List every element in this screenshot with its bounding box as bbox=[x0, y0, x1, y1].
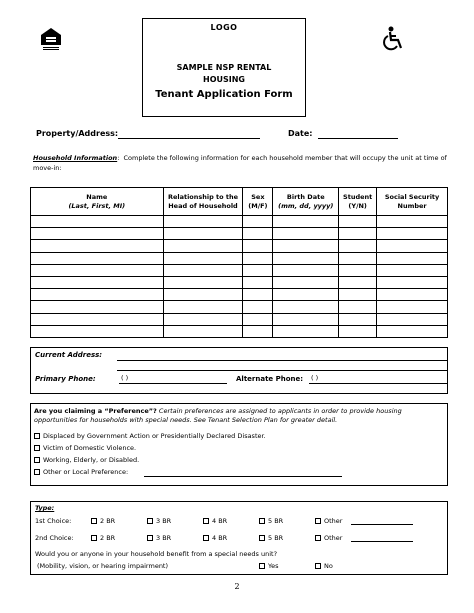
table-cell[interactable] bbox=[339, 325, 377, 337]
checkbox-icon[interactable] bbox=[91, 518, 97, 524]
col-ssn: Social Security Number bbox=[377, 188, 448, 216]
table-cell[interactable] bbox=[339, 228, 377, 240]
header-box bbox=[142, 18, 306, 117]
first-choice-5br[interactable]: 5 BR bbox=[259, 517, 283, 525]
table-cell[interactable] bbox=[273, 276, 339, 288]
table-row bbox=[31, 252, 448, 264]
special-needs-yes[interactable]: Yes bbox=[259, 562, 279, 570]
table-cell[interactable] bbox=[163, 264, 243, 276]
table-cell[interactable] bbox=[243, 325, 273, 337]
checkbox-icon[interactable] bbox=[315, 563, 321, 569]
table-cell[interactable] bbox=[339, 301, 377, 313]
first-choice-label: 1st Choice: bbox=[35, 517, 72, 525]
special-needs-question: Would you or anyone in your household benefit from a special needs unit? bbox=[35, 550, 278, 558]
second-choice-label: 2nd Choice: bbox=[35, 534, 74, 542]
special-needs-note: (Mobility, vision, or hearing impairment) bbox=[37, 562, 169, 570]
table-row bbox=[31, 216, 448, 228]
other-preference-field[interactable] bbox=[144, 476, 342, 477]
table-cell[interactable] bbox=[273, 301, 339, 313]
checkbox-icon[interactable] bbox=[91, 535, 97, 541]
table-row bbox=[31, 289, 448, 301]
table-row bbox=[31, 301, 448, 313]
first-choice-2br[interactable]: 2 BR bbox=[91, 517, 115, 525]
table-cell[interactable] bbox=[163, 252, 243, 264]
equal-housing-opportunity-icon bbox=[40, 27, 62, 51]
household-text: Complete the following information for each household member that will occupy the unit at time of bbox=[123, 154, 447, 162]
table-row bbox=[31, 240, 448, 252]
table-cell[interactable] bbox=[339, 264, 377, 276]
table-cell[interactable] bbox=[377, 276, 448, 288]
checkbox-icon[interactable] bbox=[34, 457, 40, 463]
checkbox-icon[interactable] bbox=[34, 445, 40, 451]
checkbox-icon[interactable] bbox=[203, 518, 209, 524]
table-cell[interactable] bbox=[31, 264, 164, 276]
first-choice-other-field[interactable] bbox=[351, 524, 413, 525]
type-label: Type: bbox=[35, 504, 55, 512]
second-choice-other-field[interactable] bbox=[351, 541, 413, 542]
table-row bbox=[31, 325, 448, 337]
preference-option-4[interactable]: Other or Local Preference: bbox=[34, 468, 128, 476]
table-cell[interactable] bbox=[31, 289, 164, 301]
table-cell[interactable] bbox=[273, 289, 339, 301]
table-cell[interactable] bbox=[339, 240, 377, 252]
checkbox-icon[interactable] bbox=[203, 535, 209, 541]
preference-note-2: opportunities for households with special needs. See Tenant Selection Plan for greater detail. bbox=[34, 416, 338, 424]
table-cell[interactable] bbox=[31, 325, 164, 337]
preference-option-1[interactable]: Displaced by Government Action or Presidentially Declared Disaster. bbox=[34, 432, 266, 440]
table-cell[interactable] bbox=[31, 216, 164, 228]
table-cell[interactable] bbox=[31, 301, 164, 313]
household-members-table bbox=[30, 187, 448, 338]
table-cell[interactable] bbox=[377, 313, 448, 325]
table-cell[interactable] bbox=[273, 240, 339, 252]
preference-note: Certain preferences are assigned to applicants in order to provide housing bbox=[158, 407, 402, 415]
preference-question-block bbox=[34, 407, 444, 425]
checkbox-icon[interactable] bbox=[34, 469, 40, 475]
table-cell[interactable] bbox=[273, 216, 339, 228]
date-field[interactable] bbox=[318, 138, 398, 139]
table-cell[interactable] bbox=[377, 228, 448, 240]
table-cell[interactable] bbox=[31, 240, 164, 252]
table-cell[interactable] bbox=[243, 276, 273, 288]
first-choice-4br[interactable]: 4 BR bbox=[203, 517, 227, 525]
checkbox-icon[interactable] bbox=[259, 563, 265, 569]
first-choice-3br[interactable]: 3 BR bbox=[147, 517, 171, 525]
checkbox-icon[interactable] bbox=[315, 535, 321, 541]
property-address-field[interactable] bbox=[118, 138, 260, 139]
logo-placeholder: LOGO bbox=[210, 23, 238, 32]
table-cell[interactable] bbox=[243, 313, 273, 325]
page-number: 2 bbox=[234, 582, 240, 591]
col-relationship: Relationship to the Head of Household bbox=[163, 188, 243, 216]
table-cell[interactable] bbox=[273, 252, 339, 264]
second-choice-3br[interactable]: 3 BR bbox=[147, 534, 171, 542]
table-cell[interactable] bbox=[31, 228, 164, 240]
table-cell[interactable] bbox=[377, 252, 448, 264]
col-birth-date: Birth Date (mm, dd, yyyy) bbox=[273, 188, 339, 216]
date-label: Date: bbox=[288, 129, 313, 138]
table-cell[interactable] bbox=[339, 252, 377, 264]
col-name: Name (Last, First, MI) bbox=[31, 188, 164, 216]
primary-phone-label: Primary Phone: bbox=[35, 375, 96, 383]
table-cell[interactable] bbox=[377, 264, 448, 276]
table-cell[interactable] bbox=[31, 313, 164, 325]
table-row bbox=[31, 264, 448, 276]
table-cell[interactable] bbox=[243, 240, 273, 252]
table-cell[interactable] bbox=[339, 276, 377, 288]
checkbox-icon[interactable] bbox=[259, 535, 265, 541]
table-cell[interactable] bbox=[377, 216, 448, 228]
contact-box bbox=[30, 347, 448, 394]
second-choice-2br[interactable]: 2 BR bbox=[91, 534, 115, 542]
col-sex: Sex (M/F) bbox=[243, 188, 273, 216]
wheelchair-accessibility-icon bbox=[381, 26, 407, 52]
first-choice-other[interactable]: Other bbox=[315, 517, 342, 525]
table-cell[interactable] bbox=[163, 276, 243, 288]
table-cell[interactable] bbox=[273, 325, 339, 337]
primary-phone-field[interactable]: ( ) bbox=[119, 374, 227, 384]
header-line-1: SAMPLE NSP RENTAL bbox=[176, 63, 272, 72]
household-instructions: Household Information: Complete the following information for each household member that will occupy the unit at time of move-in: bbox=[33, 154, 447, 172]
table-cell[interactable] bbox=[273, 313, 339, 325]
table-cell[interactable] bbox=[273, 264, 339, 276]
table-cell[interactable] bbox=[243, 216, 273, 228]
checkbox-icon[interactable] bbox=[147, 518, 153, 524]
table-cell[interactable] bbox=[377, 325, 448, 337]
current-address-field-1[interactable] bbox=[117, 360, 447, 361]
table-cell[interactable] bbox=[273, 228, 339, 240]
preference-question: Are you claiming a “Preference”? bbox=[34, 407, 157, 415]
table-cell[interactable] bbox=[31, 252, 164, 264]
table-cell[interactable] bbox=[163, 325, 243, 337]
type-box bbox=[30, 501, 448, 575]
second-choice-4br[interactable]: 4 BR bbox=[203, 534, 227, 542]
table-cell[interactable] bbox=[339, 216, 377, 228]
alternate-phone-field[interactable]: ( ) bbox=[309, 374, 447, 384]
checkbox-icon[interactable] bbox=[315, 518, 321, 524]
checkbox-icon[interactable] bbox=[34, 433, 40, 439]
table-row bbox=[31, 276, 448, 288]
table-row bbox=[31, 228, 448, 240]
table-cell[interactable] bbox=[31, 276, 164, 288]
household-text-2: move-in: bbox=[33, 164, 62, 172]
table-cell[interactable] bbox=[163, 313, 243, 325]
second-choice-other[interactable]: Other bbox=[315, 534, 342, 542]
table-cell[interactable] bbox=[339, 289, 377, 301]
table-cell[interactable] bbox=[163, 301, 243, 313]
current-address-field-2[interactable] bbox=[117, 370, 447, 371]
second-choice-5br[interactable]: 5 BR bbox=[259, 534, 283, 542]
header-line-2: HOUSING bbox=[203, 75, 245, 84]
table-cell[interactable] bbox=[339, 313, 377, 325]
special-needs-no[interactable]: No bbox=[315, 562, 333, 570]
table-cell[interactable] bbox=[163, 289, 243, 301]
table-cell[interactable] bbox=[243, 264, 273, 276]
property-address-label: Property/Address: bbox=[36, 129, 119, 138]
form-title: Tenant Application Form bbox=[155, 89, 293, 100]
preference-option-3[interactable]: Working, Elderly, or Disabled. bbox=[34, 456, 139, 464]
alternate-phone-label: Alternate Phone: bbox=[236, 375, 304, 383]
table-cell[interactable] bbox=[377, 301, 448, 313]
table-cell[interactable] bbox=[163, 228, 243, 240]
household-label: Household Information bbox=[33, 154, 118, 162]
table-row bbox=[31, 313, 448, 325]
preference-option-2[interactable]: Victim of Domestic Violence. bbox=[34, 444, 136, 452]
table-cell[interactable] bbox=[243, 252, 273, 264]
preference-box bbox=[30, 403, 448, 486]
table-cell[interactable] bbox=[377, 289, 448, 301]
table-cell[interactable] bbox=[243, 289, 273, 301]
table-cell[interactable] bbox=[243, 301, 273, 313]
checkbox-icon[interactable] bbox=[259, 518, 265, 524]
checkbox-icon[interactable] bbox=[147, 535, 153, 541]
col-student: Student (Y/N) bbox=[339, 188, 377, 216]
table-cell[interactable] bbox=[163, 240, 243, 252]
table-cell[interactable] bbox=[163, 216, 243, 228]
table-cell[interactable] bbox=[243, 228, 273, 240]
table-cell[interactable] bbox=[377, 240, 448, 252]
current-address-label: Current Address: bbox=[35, 351, 103, 359]
